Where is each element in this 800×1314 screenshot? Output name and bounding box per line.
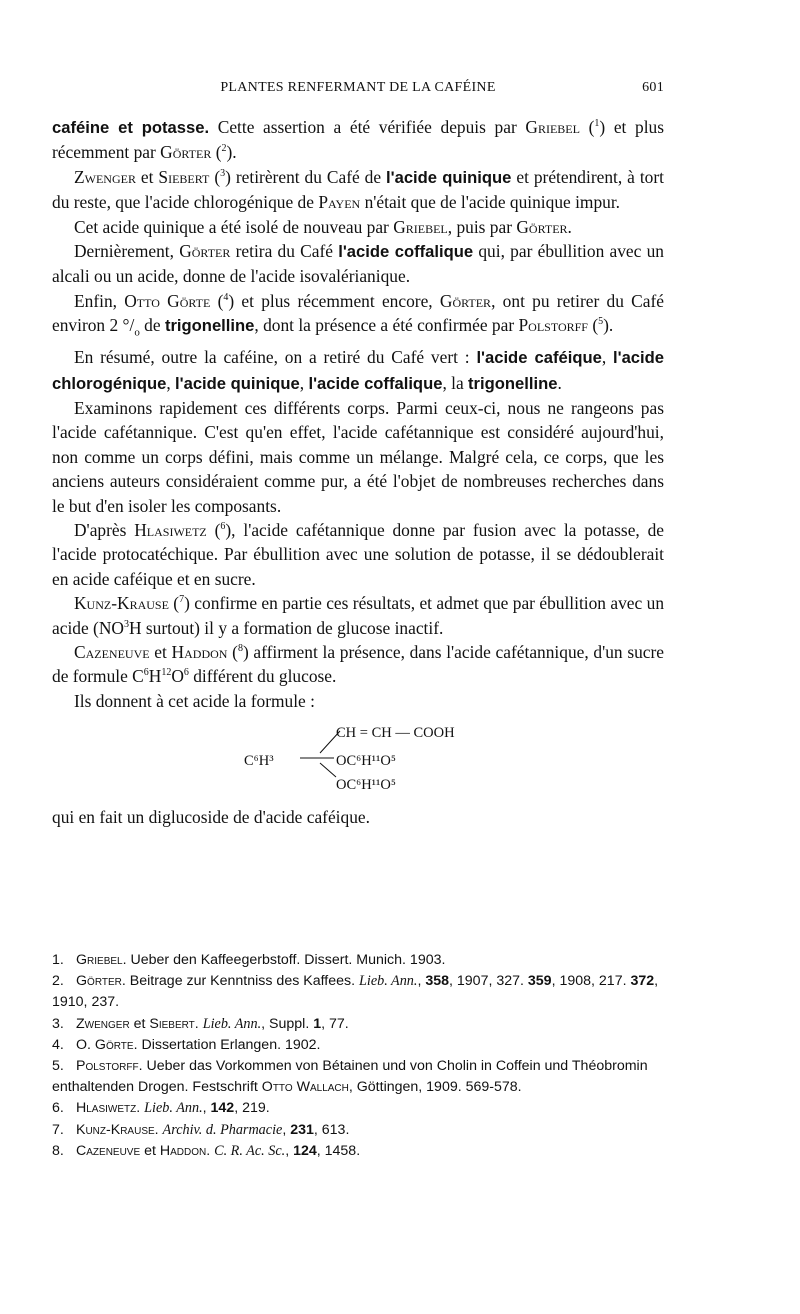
text: n'était que de l'acide quinique impur. [360,192,621,213]
author-name: Görter [179,241,231,262]
paragraph-10 [52,640,664,689]
author-name: Zwenger [76,1015,130,1032]
footnote-ref: 6 [220,521,226,533]
author-name: Zwenger [74,166,136,187]
footnote-number: 5. [52,1058,64,1075]
text: ). [226,142,237,163]
text: , 77. [321,1015,349,1032]
text: de [139,315,165,336]
volume: 372 [630,973,655,990]
superscript: 12 [161,667,172,679]
formula-bottom: OC⁶H¹¹O⁵ [336,777,396,794]
text: , la [442,372,469,393]
volume: 124 [293,1142,317,1159]
author-name: Polstorff [518,315,588,336]
text: , 1907, 327. [449,973,528,990]
author-name: Hlasiwetz [134,519,207,540]
author-name: Haddon [171,642,228,662]
text: , [282,1121,291,1138]
formula-top: CH = CH — COOH [336,725,455,742]
text: . Ueber das Vorkommen von Bétainen und von Cholin in Coffein und Théobromin enthaltenden Drogen. Festschrift [52,1058,648,1096]
text: et [149,642,172,662]
text: ( [579,117,595,137]
author-name: Görter [160,142,212,163]
text: H [148,666,162,687]
text: , [202,1100,211,1117]
text: . [557,372,562,393]
formula-middle: OC⁶H¹¹O⁵ [336,753,396,770]
author-name: Kunz-Krause [76,1121,155,1138]
text: ) confirme en partie ces résultats, et admet que par ébullition avec un acide (NO [52,593,665,638]
text: , 219. [234,1100,270,1117]
paragraph-12: qui en fait un diglucoside de d'acide caféique. [52,807,370,828]
paragraph-9 [52,591,664,640]
footnote-2 [52,971,664,1013]
text: ) affirment la présence, dans l'acide cafétannique, d'un sucre de formule C [52,642,665,687]
footnote-number: 8. [52,1142,64,1159]
text: , 1458. [316,1142,361,1159]
journal: Lieb. Ann. [144,1100,203,1117]
bold-term: l'acide quinique [386,167,512,187]
text: et prétendirent, à tort du reste, que l'acide chlorogénique de [52,166,664,213]
text: ). [603,315,614,336]
bold-term: l'acide caféique [476,348,602,368]
footnote-7 [52,1120,664,1141]
paragraph-1 [52,115,664,165]
paragraph-3 [52,215,664,239]
text: . [567,216,572,237]
author-name: Siebert [158,166,210,187]
volume: 231 [290,1121,314,1138]
text: . Ueber den Kaffeegerbstoff. Dissert. Munich. 1903. [122,952,446,968]
text: ( [209,166,221,187]
text: . Dissertation Erlangen. 1902. [133,1036,321,1053]
running-head [52,80,664,104]
text: et [129,1015,150,1032]
footnote-4 [52,1035,664,1056]
text: ( [227,642,238,662]
chemical-formula [52,721,664,793]
footnote-ref: 2 [221,143,227,155]
footnotes [52,950,664,1162]
text: , [285,1142,294,1159]
bold-term: l'acide coffalique [308,373,443,393]
footnote-3 [52,1014,664,1035]
text: ) et plus récemment par [52,117,664,163]
text: En résumé, outre la caféine, on a retiré du Café vert : [74,347,477,368]
bold-term: trigonelline [468,373,558,393]
text: qui, par ébullition avec un alcali ou un acide, donne de l'acide isovalérianique. [52,241,664,287]
author-name: O. Görte [76,1036,134,1053]
footnote-ref: 5 [598,316,604,328]
paragraph-5 [52,289,664,345]
footnote-number: 1. [52,952,64,968]
footnote-6 [52,1098,664,1119]
text: , ont pu retirer du Café environ 2 °/ [52,290,664,336]
text: ) et plus récemment encore, [228,290,440,311]
text: , [417,973,426,990]
footnote-number: 6. [52,1100,64,1117]
text: O [171,666,184,687]
author-name: Cazeneuve [76,1142,141,1159]
author-name: Otto Wallach [261,1079,349,1096]
text: ( [168,593,180,614]
paragraph-2 [52,165,664,215]
text: . [206,1142,215,1159]
footnote-5 [52,1056,664,1098]
text: Cette assertion a été vérifiée depuis par [209,117,526,137]
text: , [166,372,176,393]
paragraph-7: Examinons rapidement ces différents corps. Parmi ceux-ci, nous ne rangeons pas l'acide cafétannique. C'est qu'en effet, l'acide cafétannique est considéré aujourd'hui, non comme un corps défini, mais comme un mélange. Malgré cela, ce corps, que les anciens auteurs considéraient comme pur, a été l'objet de nombreuses recherches dans le but d'en isoler les composants. [52,397,664,516]
paragraph-11: Ils donnent à cet acide la formule : [74,690,315,711]
author-name: Otto Görte [124,290,211,311]
bold-term: l'acide coffalique [338,242,474,262]
volume: 142 [210,1100,235,1117]
paragraph-8 [52,518,664,591]
author-name: Hlasiwetz [76,1100,137,1117]
volume: 358 [425,973,450,990]
author-name: Griebel [76,952,123,968]
journal: Lieb. Ann. [202,1015,262,1032]
paragraph-4 [52,239,664,289]
superscript: 6 [183,667,189,679]
text: retira du Café [230,241,339,262]
text: . [194,1015,203,1032]
superscript: 6 [143,667,149,679]
per-mille-subscript: o [134,326,140,339]
author-name: Görter [76,973,122,990]
author-name: Görter [439,290,492,311]
text: D'après [74,519,135,540]
footnote-ref: 4 [223,292,229,304]
volume: 1 [313,1015,322,1032]
page-number: 601 [642,80,664,95]
text: , 1910, 237. [52,973,659,1011]
author-name: Polstorff [76,1058,139,1075]
footnote-ref: 1 [594,118,600,130]
text: , Göttingen, 1909. 569-578. [348,1079,522,1096]
author-name: Görter [516,216,568,237]
text: Cet acide quinique a été isolé de nouveau par [74,216,394,237]
bold-term: l'acide chlorogénique [52,348,665,393]
text: , Suppl. [261,1015,314,1032]
text: et [140,1142,160,1159]
footnote-ref: 7 [179,594,185,606]
text: différent du glucose. [188,666,337,687]
journal: Lieb. Ann. [358,973,418,990]
author-name: Haddon [159,1142,207,1159]
bold-term: trigonelline [164,316,255,336]
bold-term: caféine et potasse. [52,118,210,137]
journal: C. R. Ac. Sc. [214,1142,286,1159]
text: , 613. [313,1121,350,1138]
footnote-ref: 8 [237,643,243,655]
superscript: 3 [123,618,129,630]
text: ( [211,142,222,163]
text: , 1908, 217. [551,973,631,990]
text: , [299,372,309,393]
journal: Archiv. d. Pharmacie [162,1121,283,1138]
text: , puis par [447,216,517,237]
running-title: PLANTES RENFERMANT DE LA CAFÉINE [220,80,496,95]
text: H surtout) il y a formation de glucose inactif. [128,617,444,638]
paragraph-6 [52,345,664,396]
text: . [154,1121,163,1138]
author-name: Siebert [149,1015,195,1032]
text: Enfin, [74,290,125,311]
text: ( [587,315,599,336]
text: ) retirèrent du Café de [225,166,387,187]
footnote-number: 7. [52,1121,64,1138]
text: , dont la présence a été confirmée par [254,315,519,336]
body-text [52,115,664,830]
text: ( [210,290,224,311]
text: . Beitrage zur Kenntniss des Kaffees. [121,973,359,990]
footnote-ref: 3 [220,168,226,180]
text: . [136,1100,145,1117]
footnote-number: 2. [52,973,64,990]
text: ( [206,519,221,540]
author-name: Griebel [393,216,448,237]
text: Dernièrement, [74,241,180,262]
footnote-number: 3. [52,1015,64,1032]
volume: 359 [527,973,552,990]
author-name: Kunz-Krause [74,593,169,614]
text: , [601,347,614,368]
footnote-8 [52,1141,664,1162]
author-name: Cazeneuve [74,642,150,662]
author-name: Payen [318,192,361,213]
author-name: Griebel [525,117,580,137]
footnote-1 [52,950,664,971]
bold-term: l'acide quinique [175,373,300,393]
footnote-number: 4. [52,1036,64,1053]
text: et [135,166,159,187]
formula-left: C⁶H³ [244,753,274,770]
text: ), l'acide cafétannique donne par fusion avec la potasse, de l'acide protocatéchique. Par ébullition avec une solution de potasse, il se dédoublerait en acide caféique et en sucre. [52,519,664,589]
